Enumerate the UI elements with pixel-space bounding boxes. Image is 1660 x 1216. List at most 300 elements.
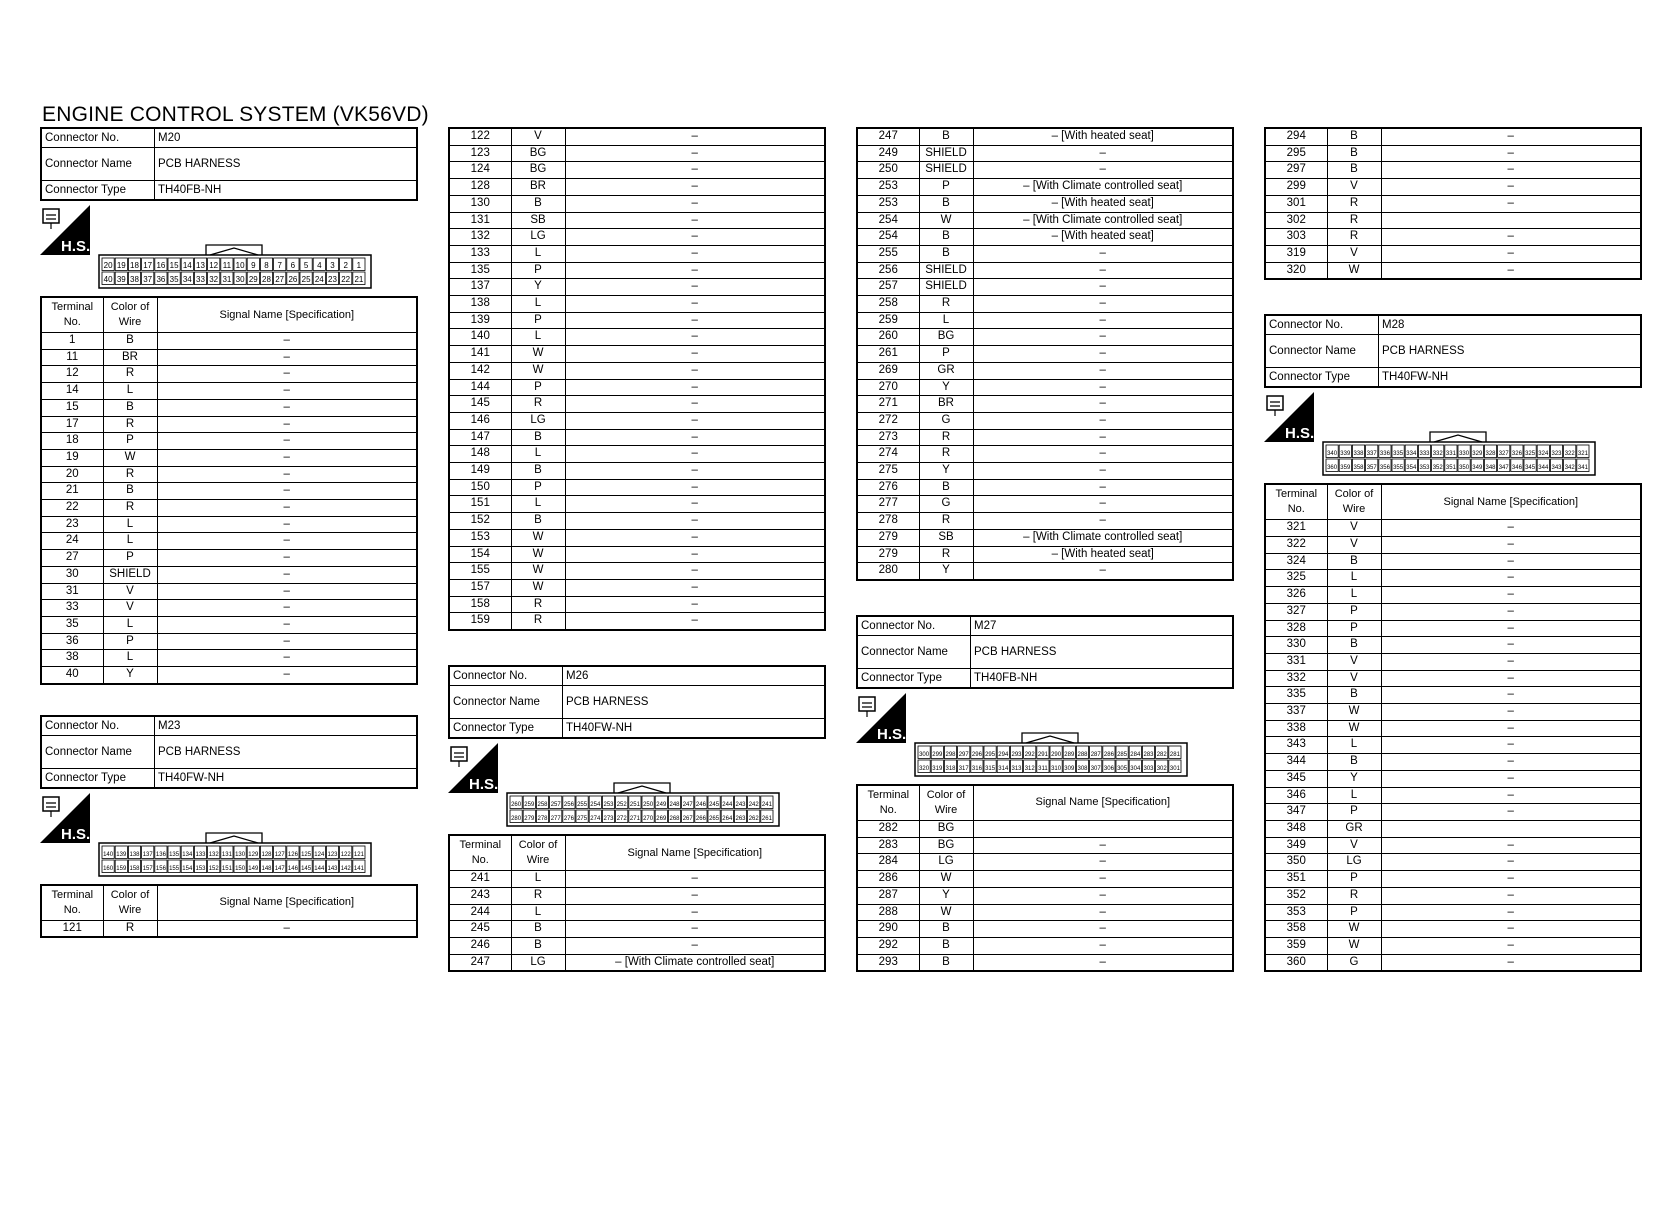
terminal-no: 243 xyxy=(449,887,511,904)
signal-name: – xyxy=(1381,837,1641,854)
terminal-no: 154 xyxy=(449,546,511,563)
signal-name: – xyxy=(565,546,825,563)
wire-color: Y xyxy=(919,563,973,580)
connector-no: M20 xyxy=(155,128,418,148)
pin-number: 32 xyxy=(209,275,219,284)
harness-side-badge xyxy=(448,743,498,798)
terminal-no: 292 xyxy=(857,937,919,954)
wire-color: R xyxy=(103,466,157,483)
pin-number: 325 xyxy=(1525,451,1536,458)
wire-color: Y xyxy=(919,463,973,480)
pin-number: 321 xyxy=(1577,451,1588,458)
pin-number: 322 xyxy=(1564,451,1575,458)
terminal-no: 23 xyxy=(41,516,103,533)
signal-name: – xyxy=(565,312,825,329)
terminal-no: 157 xyxy=(449,579,511,596)
connector-info-row xyxy=(41,128,417,148)
pin-number: 349 xyxy=(1472,465,1483,472)
wire-color: B xyxy=(1327,754,1381,771)
signal-name: – xyxy=(1381,887,1641,904)
pin-number: 13 xyxy=(196,261,205,270)
table-row xyxy=(857,854,1233,871)
wire-color: B xyxy=(1327,553,1381,570)
terminal-no: 22 xyxy=(41,500,103,517)
signal-name: – xyxy=(565,362,825,379)
signal-name: – xyxy=(973,312,1233,329)
terminal-table xyxy=(1264,127,1642,280)
signal-name: – xyxy=(1381,179,1641,196)
connector-info-row xyxy=(449,719,825,739)
signal-name: – xyxy=(565,329,825,346)
connector-block-m26 xyxy=(448,665,826,834)
terminal-no: 275 xyxy=(857,463,919,480)
pin-number: 160 xyxy=(103,865,114,872)
connector-face xyxy=(1322,430,1598,478)
pin-number: 287 xyxy=(1090,751,1101,758)
info-label: Connector No. xyxy=(41,716,155,736)
pin-number: 310 xyxy=(1051,765,1062,772)
connector-info-row xyxy=(41,735,417,768)
signal-name: – xyxy=(565,579,825,596)
pin-number: 5 xyxy=(303,261,309,270)
pin-number: 258 xyxy=(537,802,548,809)
pin-number: 144 xyxy=(314,865,325,872)
wire-color: Y xyxy=(1327,770,1381,787)
pin-number: 272 xyxy=(616,816,627,823)
wire-color: W xyxy=(511,546,565,563)
pin-number: 288 xyxy=(1077,751,1088,758)
signal-name: – xyxy=(973,279,1233,296)
terminal-table xyxy=(448,127,826,631)
wire-color: W xyxy=(919,212,973,229)
terminal-no: 15 xyxy=(41,399,103,416)
connector-name: PCB HARNESS xyxy=(971,635,1234,668)
pin-number: 136 xyxy=(155,851,166,858)
terminal-no: 348 xyxy=(1265,820,1327,837)
pin-number: 340 xyxy=(1327,451,1338,458)
connector-face xyxy=(914,731,1190,779)
terminal-no: 123 xyxy=(449,145,511,162)
signal-name: – [With Climate controlled seat] xyxy=(565,954,825,971)
info-label: Connector Type xyxy=(857,668,971,688)
signal-name: – xyxy=(565,229,825,246)
terminal-table-m26_first xyxy=(448,834,826,972)
table-row xyxy=(449,579,825,596)
connector-info-table xyxy=(40,715,418,789)
terminal-no: 149 xyxy=(449,463,511,480)
terminal-no: 335 xyxy=(1265,687,1327,704)
table-row xyxy=(1265,620,1641,637)
pin-number: 331 xyxy=(1445,451,1456,458)
signal-name: – xyxy=(157,667,417,684)
signal-name: – xyxy=(157,533,417,550)
wire-color: B xyxy=(919,921,973,938)
signal-name: – xyxy=(1381,770,1641,787)
connector-info-table xyxy=(40,127,418,201)
table-row xyxy=(1265,262,1641,279)
connector-icon xyxy=(40,205,90,255)
pin-number: 2 xyxy=(343,261,348,270)
pin-number: 346 xyxy=(1511,465,1522,472)
pin-number: 302 xyxy=(1156,765,1167,772)
signal-name: – [With heated seat] xyxy=(973,195,1233,212)
terminal-no: 351 xyxy=(1265,871,1327,888)
table-row xyxy=(1265,937,1641,954)
pin-number: 154 xyxy=(182,865,193,872)
pin-number: 140 xyxy=(103,851,114,858)
wire-color: P xyxy=(511,479,565,496)
pin-number: 297 xyxy=(958,751,969,758)
table-row xyxy=(1265,637,1641,654)
signal-name: – xyxy=(565,296,825,313)
table-row xyxy=(449,396,825,413)
pin-number: 14 xyxy=(182,261,192,270)
table-row xyxy=(857,937,1233,954)
terminal-no: 325 xyxy=(1265,570,1327,587)
pin-number: 342 xyxy=(1564,465,1575,472)
pin-number: 296 xyxy=(971,751,982,758)
table-row xyxy=(41,516,417,533)
table-row xyxy=(449,229,825,246)
info-label: Connector No. xyxy=(449,666,563,686)
signal-name: – xyxy=(565,529,825,546)
wire-color: P xyxy=(511,379,565,396)
table-row xyxy=(41,550,417,567)
connector-no: M27 xyxy=(971,616,1234,636)
pin-number: 123 xyxy=(327,851,338,858)
pin-number: 132 xyxy=(208,851,219,858)
table-row xyxy=(449,379,825,396)
pin-number: 158 xyxy=(129,865,140,872)
terminal-no: 40 xyxy=(41,667,103,684)
pin-number: 259 xyxy=(524,802,535,809)
wire-color: L xyxy=(1327,787,1381,804)
terminal-table-m23_cont xyxy=(448,127,826,631)
terminal-no: 352 xyxy=(1265,887,1327,904)
terminal-no: 257 xyxy=(857,279,919,296)
connector-type: TH40FB-NH xyxy=(971,668,1234,688)
wire-color: W xyxy=(1327,262,1381,279)
wire-color: L xyxy=(919,312,973,329)
table-row xyxy=(857,212,1233,229)
terminal-no: 349 xyxy=(1265,837,1327,854)
info-label: Connector Name xyxy=(41,148,155,181)
pin-number: 257 xyxy=(550,802,561,809)
header-terminal-no: Terminal No. xyxy=(41,297,103,333)
signal-name: – xyxy=(1381,787,1641,804)
terminal-no: 18 xyxy=(41,433,103,450)
table-row xyxy=(857,396,1233,413)
wire-color: L xyxy=(103,616,157,633)
terminal-no: 152 xyxy=(449,513,511,530)
table-row xyxy=(449,921,825,938)
table-row xyxy=(857,195,1233,212)
signal-name: – xyxy=(157,600,417,617)
table-row xyxy=(857,904,1233,921)
pin-number: 266 xyxy=(695,816,706,823)
wire-color: V xyxy=(511,128,565,145)
pin-number: 316 xyxy=(971,765,982,772)
pin-number: 37 xyxy=(143,275,153,284)
header-color-of-wire: Color of Wire xyxy=(103,885,157,921)
connector-block-m28 xyxy=(1264,314,1642,483)
wire-color: BG xyxy=(919,820,973,837)
table-row xyxy=(41,566,417,583)
connector-no: M23 xyxy=(155,716,418,736)
table-row xyxy=(449,128,825,145)
table-row xyxy=(41,483,417,500)
pin-number: 268 xyxy=(669,816,680,823)
table-row xyxy=(1265,212,1641,229)
table-row xyxy=(1265,537,1641,554)
pin-number: 17 xyxy=(143,261,153,270)
terminal-no: 253 xyxy=(857,179,919,196)
table-row xyxy=(857,346,1233,363)
table-row xyxy=(1265,737,1641,754)
pin-number: 290 xyxy=(1051,751,1062,758)
terminal-no: 338 xyxy=(1265,720,1327,737)
signal-name: – xyxy=(973,162,1233,179)
signal-name: – xyxy=(1381,245,1641,262)
signal-name: – xyxy=(565,613,825,630)
signal-name: – xyxy=(157,920,417,937)
wire-color: L xyxy=(511,296,565,313)
table-row xyxy=(41,333,417,350)
terminal-table xyxy=(1264,483,1642,972)
pin-number: 343 xyxy=(1551,465,1562,472)
wire-color: L xyxy=(511,904,565,921)
wire-color: GR xyxy=(919,362,973,379)
signal-name: – xyxy=(973,412,1233,429)
terminal-no: 360 xyxy=(1265,954,1327,971)
pin-number: 138 xyxy=(129,851,140,858)
table-row xyxy=(41,667,417,684)
terminal-table xyxy=(856,127,1234,581)
terminal-no: 147 xyxy=(449,429,511,446)
signal-name: – [With heated seat] xyxy=(973,546,1233,563)
signal-name: – xyxy=(1381,637,1641,654)
pin-number: 139 xyxy=(116,851,127,858)
terminal-no: 141 xyxy=(449,346,511,363)
connector-block-m20 xyxy=(40,127,418,296)
info-label: Connector Name xyxy=(857,635,971,668)
header-color-of-wire: Color of Wire xyxy=(1327,484,1381,520)
header-signal-name: Signal Name [Specification] xyxy=(973,785,1233,821)
hs-label: H.S. xyxy=(469,776,498,794)
connector-info-row xyxy=(41,768,417,788)
wire-color: R xyxy=(511,613,565,630)
table-row xyxy=(449,429,825,446)
connector-info-row xyxy=(1265,368,1641,388)
pin-number: 21 xyxy=(354,275,364,284)
signal-name: – xyxy=(565,179,825,196)
terminal-no: 254 xyxy=(857,229,919,246)
table-row xyxy=(857,279,1233,296)
table-row xyxy=(1265,871,1641,888)
terminal-no: 290 xyxy=(857,921,919,938)
connector-icon xyxy=(1264,392,1314,442)
pin-number: 36 xyxy=(156,275,166,284)
terminal-no: 146 xyxy=(449,412,511,429)
signal-name: – xyxy=(157,616,417,633)
wire-color: R xyxy=(1327,195,1381,212)
terminal-no: 128 xyxy=(449,179,511,196)
terminal-no: 297 xyxy=(1265,162,1327,179)
wire-color: R xyxy=(511,396,565,413)
signal-name: – xyxy=(565,904,825,921)
signal-name: – xyxy=(157,550,417,567)
signal-name: – xyxy=(157,433,417,450)
terminal-no: 301 xyxy=(1265,195,1327,212)
pin-number: 130 xyxy=(235,851,246,858)
signal-name: – xyxy=(973,937,1233,954)
wire-color: G xyxy=(919,496,973,513)
signal-name: – xyxy=(1381,737,1641,754)
pin-number: 121 xyxy=(353,851,364,858)
wire-color: P xyxy=(103,633,157,650)
table-row xyxy=(857,329,1233,346)
pin-number: 20 xyxy=(103,261,113,270)
info-label: Connector No. xyxy=(1265,315,1379,335)
table-row xyxy=(449,262,825,279)
connector-info-row xyxy=(1265,315,1641,335)
wire-color: W xyxy=(919,871,973,888)
terminal-no: 287 xyxy=(857,887,919,904)
pin-number: 137 xyxy=(142,851,153,858)
terminal-no: 140 xyxy=(449,329,511,346)
wire-color: R xyxy=(919,546,973,563)
wire-color: R xyxy=(919,296,973,313)
terminal-no: 138 xyxy=(449,296,511,313)
table-row xyxy=(857,479,1233,496)
connector-info-table xyxy=(448,665,826,739)
pin-number: 135 xyxy=(169,851,180,858)
pin-number: 360 xyxy=(1327,465,1338,472)
terminal-no: 283 xyxy=(857,837,919,854)
wire-color: L xyxy=(511,329,565,346)
connector-icon xyxy=(40,793,90,843)
pin-number: 317 xyxy=(958,765,969,772)
wire-color: L xyxy=(103,383,157,400)
wire-color: V xyxy=(1327,537,1381,554)
pin-number: 128 xyxy=(261,851,272,858)
signal-name: – xyxy=(157,466,417,483)
pin-number: 312 xyxy=(1024,765,1035,772)
info-label: Connector Type xyxy=(449,719,563,739)
table-header-row xyxy=(41,885,417,921)
signal-name: – xyxy=(973,396,1233,413)
pin-number: 11 xyxy=(222,261,232,270)
table-row xyxy=(41,416,417,433)
table-row xyxy=(857,245,1233,262)
signal-name: – xyxy=(973,379,1233,396)
pin-number: 280 xyxy=(511,816,522,823)
terminal-no: 30 xyxy=(41,566,103,583)
terminal-no: 260 xyxy=(857,329,919,346)
signal-name: – xyxy=(565,262,825,279)
pin-number: 315 xyxy=(985,765,996,772)
pin-number: 341 xyxy=(1577,465,1588,472)
table-row xyxy=(1265,820,1641,837)
table-row xyxy=(857,429,1233,446)
signal-name: – xyxy=(565,496,825,513)
pin-number: 313 xyxy=(1011,765,1022,772)
wire-color: P xyxy=(1327,804,1381,821)
terminal-no: 148 xyxy=(449,446,511,463)
header-color-of-wire: Color of Wire xyxy=(919,785,973,821)
info-label: Connector Name xyxy=(41,735,155,768)
wire-color: SHIELD xyxy=(919,279,973,296)
signal-name: – xyxy=(1381,921,1641,938)
table-header-row xyxy=(857,785,1233,821)
terminal-table-m23_first xyxy=(40,884,418,939)
table-row xyxy=(449,463,825,480)
pin-number: 246 xyxy=(695,802,706,809)
terminal-no: 274 xyxy=(857,446,919,463)
terminal-no: 19 xyxy=(41,449,103,466)
terminal-no: 276 xyxy=(857,479,919,496)
terminal-no: 295 xyxy=(1265,145,1327,162)
terminal-no: 273 xyxy=(857,429,919,446)
pin-number: 142 xyxy=(340,865,351,872)
table-row xyxy=(449,613,825,630)
connector-info-row xyxy=(449,666,825,686)
signal-name: – xyxy=(973,563,1233,580)
pin-number: 359 xyxy=(1340,465,1351,472)
terminal-no: 280 xyxy=(857,563,919,580)
wire-color: B xyxy=(919,128,973,145)
pin-number: 143 xyxy=(327,865,338,872)
pin-number: 347 xyxy=(1498,465,1509,472)
terminal-no: 259 xyxy=(857,312,919,329)
signal-name: – xyxy=(157,366,417,383)
wire-color: R xyxy=(103,416,157,433)
table-row xyxy=(449,563,825,580)
pin-number: 148 xyxy=(261,865,272,872)
table-row xyxy=(1265,179,1641,196)
signal-name: – xyxy=(157,500,417,517)
signal-name: – xyxy=(973,479,1233,496)
terminal-no: 153 xyxy=(449,529,511,546)
table-row xyxy=(449,871,825,888)
terminal-no: 299 xyxy=(1265,179,1327,196)
signal-name: – [With heated seat] xyxy=(973,128,1233,145)
wire-color: LG xyxy=(511,412,565,429)
pin-number: 242 xyxy=(748,802,759,809)
pin-number: 298 xyxy=(945,751,956,758)
header-terminal-no: Terminal No. xyxy=(449,835,511,871)
pin-number: 307 xyxy=(1090,765,1101,772)
signal-name: – xyxy=(565,479,825,496)
terminal-no: 12 xyxy=(41,366,103,383)
connector-name: PCB HARNESS xyxy=(563,686,826,719)
pin-number: 124 xyxy=(314,851,325,858)
table-row xyxy=(1265,904,1641,921)
signal-name: – xyxy=(1381,195,1641,212)
wire-color: SB xyxy=(511,212,565,229)
terminal-no: 327 xyxy=(1265,603,1327,620)
pin-number: 355 xyxy=(1393,465,1404,472)
terminal-no: 124 xyxy=(449,162,511,179)
pin-number: 10 xyxy=(235,261,245,270)
connector-name: PCB HARNESS xyxy=(155,735,418,768)
table-row xyxy=(449,904,825,921)
table-row xyxy=(1265,653,1641,670)
pin-number: 311 xyxy=(1038,765,1048,772)
signal-name: – xyxy=(1381,587,1641,604)
terminal-no: 20 xyxy=(41,466,103,483)
table-row xyxy=(41,583,417,600)
